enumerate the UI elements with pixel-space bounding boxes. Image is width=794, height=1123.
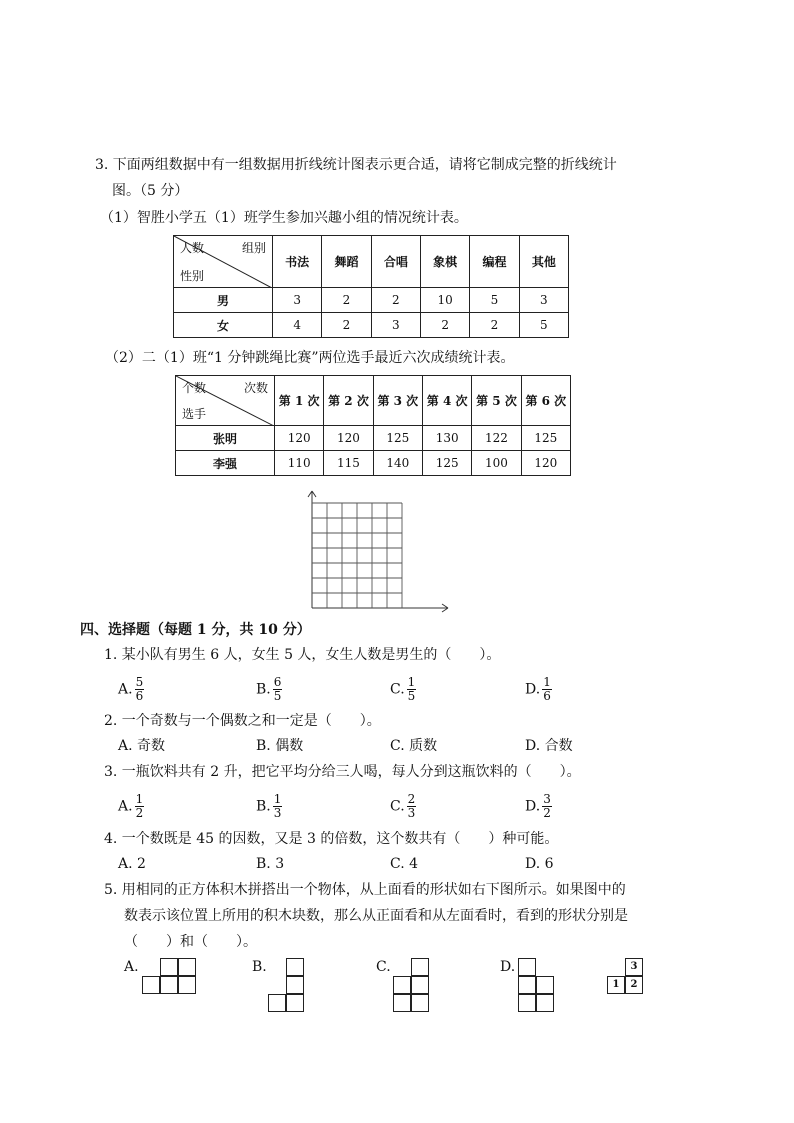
choice-q4-stem: 4. 一个数既是 45 的因数，又是 3 的倍数，这个数共有（ ）种可能。 xyxy=(104,831,559,847)
table1-col-header: 编程 xyxy=(470,236,519,288)
option-letter: D. xyxy=(525,681,541,698)
block-square xyxy=(536,994,554,1012)
choice-q1-option-b[interactable] xyxy=(256,676,282,703)
denominator: 3 xyxy=(407,806,416,820)
table2-col-header: 第 3 次 xyxy=(373,376,422,426)
table2-cell: 125 xyxy=(373,426,422,451)
blank-chart-grid[interactable] xyxy=(302,486,452,616)
top-view-cell: 2 xyxy=(625,976,643,994)
choice-q1-option-a[interactable] xyxy=(118,676,144,703)
block-square xyxy=(160,958,178,976)
table1-corner-top: 组别 xyxy=(241,241,266,255)
table2-row-label: 张明 xyxy=(176,426,275,451)
choice-q1-option-c[interactable] xyxy=(390,676,416,703)
table2-cell: 120 xyxy=(521,451,570,476)
table2-corner-bottom: 选手 xyxy=(182,407,207,421)
table1-col-header: 书法 xyxy=(273,236,322,288)
table1-cell: 3 xyxy=(273,288,322,313)
table1-row-label: 男 xyxy=(174,288,273,313)
block-square xyxy=(286,958,304,976)
table2-caption: （2）二（1）班“1 分钟跳绳比赛”两位选手最近六次成绩统计表。 xyxy=(105,350,515,366)
table1-cell: 2 xyxy=(322,288,371,313)
top-view-figure xyxy=(607,958,647,998)
table2-cell: 110 xyxy=(275,451,324,476)
fraction xyxy=(273,793,283,820)
table-row xyxy=(174,313,569,338)
table2-cell: 125 xyxy=(521,426,570,451)
block-square xyxy=(268,994,286,1012)
table1-cell: 10 xyxy=(420,288,469,313)
denominator: 5 xyxy=(273,689,282,703)
choice-q2-option-a[interactable]: A. 奇数 xyxy=(118,738,166,754)
table1-col-header: 其他 xyxy=(519,236,568,288)
q3-heading: 3. 下面两组数据中有一组数据用折线统计图表示更合适，请将它制成完整的折线统计 xyxy=(95,157,617,173)
choice-q5-line1: 5. 用相同的正方体积木拼搭出一个物体，从上面看的形状如右下图所示。如果图中的 xyxy=(104,882,626,898)
table1-cell: 2 xyxy=(371,288,420,313)
choice-q5-option-a-figure[interactable] xyxy=(142,958,202,998)
option-letter: C. xyxy=(390,681,405,698)
choice-q5-line3: （ ）和（ ）。 xyxy=(124,934,257,950)
option-letter: D. xyxy=(525,798,541,815)
top-view-cell: 1 xyxy=(607,976,625,994)
table1-corner-cell xyxy=(174,236,273,288)
fraction xyxy=(135,676,145,703)
block-square xyxy=(536,976,554,994)
table2-corner-top: 次数 xyxy=(243,381,268,395)
denominator: 6 xyxy=(135,689,144,703)
numerator: 1 xyxy=(543,675,551,689)
table2-cell: 100 xyxy=(472,451,521,476)
table2-cell: 130 xyxy=(422,426,471,451)
table1-cell: 3 xyxy=(371,313,420,338)
choice-q2-option-c[interactable]: C. 质数 xyxy=(390,738,438,754)
denominator: 5 xyxy=(407,689,416,703)
block-square xyxy=(160,976,178,994)
choice-q1-option-d[interactable] xyxy=(525,676,552,703)
table2-cell: 122 xyxy=(472,426,521,451)
choice-q4-option-b[interactable]: B. 3 xyxy=(256,856,285,872)
table1-caption: （1）智胜小学五（1）班学生参加兴趣小组的情况统计表。 xyxy=(100,210,468,226)
block-square xyxy=(518,976,536,994)
table1-cell: 4 xyxy=(273,313,322,338)
block-square xyxy=(178,958,196,976)
table1-cell: 2 xyxy=(470,313,519,338)
denominator: 2 xyxy=(543,806,551,820)
option-letter: B. xyxy=(256,798,271,815)
table1-cell: 5 xyxy=(470,288,519,313)
jump-rope-table xyxy=(175,375,571,476)
table2-col-header: 第 5 次 xyxy=(472,376,521,426)
q3-heading-cont: 图。（5 分） xyxy=(112,183,189,199)
denominator: 3 xyxy=(273,806,282,820)
choice-q5-option-b-figure[interactable] xyxy=(268,958,308,1016)
choice-q1-stem: 1. 某小队有男生 6 人，女生 5 人，女生人数是男生的（ ）。 xyxy=(104,647,501,663)
table1-cell: 5 xyxy=(519,313,568,338)
block-square xyxy=(178,976,196,994)
block-square xyxy=(411,958,429,976)
table1-corner-bottom: 性别 xyxy=(180,269,205,283)
table2-col-header: 第 2 次 xyxy=(324,376,373,426)
choice-q5-option-d-label[interactable]: D. xyxy=(500,959,516,975)
denominator: 2 xyxy=(135,806,144,820)
table1-cell: 3 xyxy=(519,288,568,313)
table1-cell: 2 xyxy=(322,313,371,338)
block-square xyxy=(286,994,304,1012)
choice-q3-option-d[interactable] xyxy=(525,793,552,820)
block-square xyxy=(411,976,429,994)
table-row xyxy=(176,451,571,476)
choice-q5-option-c-figure[interactable] xyxy=(393,958,433,1016)
fraction xyxy=(542,676,552,703)
numerator: 1 xyxy=(135,792,144,806)
option-letter: A. xyxy=(118,681,133,698)
table-row xyxy=(174,288,569,313)
option-letter: A. xyxy=(118,798,133,815)
fraction xyxy=(407,676,417,703)
numerator: 2 xyxy=(407,792,416,806)
fraction xyxy=(273,676,283,703)
section4-title: 四、选择题（每题 1 分，共 10 分） xyxy=(80,622,311,638)
block-square xyxy=(142,976,160,994)
table-row xyxy=(176,426,571,451)
block-square xyxy=(518,958,536,976)
choice-q2-option-d[interactable]: D. 合数 xyxy=(525,738,573,754)
choice-q2-stem: 2. 一个奇数与一个偶数之和一定是（ ）。 xyxy=(104,713,381,729)
choice-q3-option-b[interactable] xyxy=(256,793,282,820)
choice-q5-option-a-label[interactable]: A. xyxy=(124,959,139,975)
table2-corner-left: 个数 xyxy=(182,381,207,395)
fraction xyxy=(135,793,145,820)
table2-cell: 140 xyxy=(373,451,422,476)
table2-cell: 120 xyxy=(324,426,373,451)
table2-cell: 120 xyxy=(275,426,324,451)
table1-col-header: 舞蹈 xyxy=(322,236,371,288)
table2-corner-cell xyxy=(176,376,275,426)
choice-q5-option-b-label[interactable]: B. xyxy=(252,959,267,975)
table2-cell: 125 xyxy=(422,451,471,476)
choice-q3-stem: 3. 一瓶饮料共有 2 升，把它平均分给三人喝，每人分到这瓶饮料的（ ）。 xyxy=(104,764,581,780)
block-square xyxy=(286,976,304,994)
option-letter: C. xyxy=(390,798,405,815)
choice-q5-line2: 数表示该位置上所用的积木块数，那么从正面看和从左面看时，看到的形状分别是 xyxy=(124,908,628,924)
numerator: 6 xyxy=(273,675,282,689)
block-square xyxy=(393,994,411,1012)
choice-q4-option-c[interactable]: C. 4 xyxy=(390,856,419,872)
table1-corner-left: 人数 xyxy=(180,241,205,255)
block-square xyxy=(518,994,536,1012)
choice-q2-option-b[interactable]: B. 偶数 xyxy=(256,738,304,754)
denominator: 6 xyxy=(543,689,551,703)
fraction xyxy=(542,793,552,820)
block-square xyxy=(411,994,429,1012)
numerator: 1 xyxy=(273,792,282,806)
choice-q3-option-a[interactable] xyxy=(118,793,144,820)
numerator: 1 xyxy=(407,675,416,689)
table1-col-header: 合唱 xyxy=(371,236,420,288)
numerator: 3 xyxy=(543,792,551,806)
choice-q5-option-d-figure[interactable] xyxy=(518,958,558,1016)
table2-col-header: 第 4 次 xyxy=(422,376,471,426)
fraction xyxy=(407,793,417,820)
option-letter: B. xyxy=(256,681,271,698)
table1-row-label: 女 xyxy=(174,313,273,338)
choice-q5-option-c-label[interactable]: C. xyxy=(376,959,391,975)
table2-cell: 115 xyxy=(324,451,373,476)
block-square xyxy=(393,976,411,994)
table2-col-header: 第 1 次 xyxy=(275,376,324,426)
table2-col-header: 第 6 次 xyxy=(521,376,570,426)
choice-q3-option-c[interactable] xyxy=(390,793,416,820)
table1-cell: 2 xyxy=(420,313,469,338)
choice-q4-option-d[interactable]: D. 6 xyxy=(525,856,554,872)
table1-col-header: 象棋 xyxy=(420,236,469,288)
table2-row-label: 李强 xyxy=(176,451,275,476)
numerator: 5 xyxy=(135,675,144,689)
top-view-cell: 3 xyxy=(625,958,643,976)
interest-group-table xyxy=(173,235,569,338)
choice-q4-option-a[interactable]: A. 2 xyxy=(118,856,146,872)
